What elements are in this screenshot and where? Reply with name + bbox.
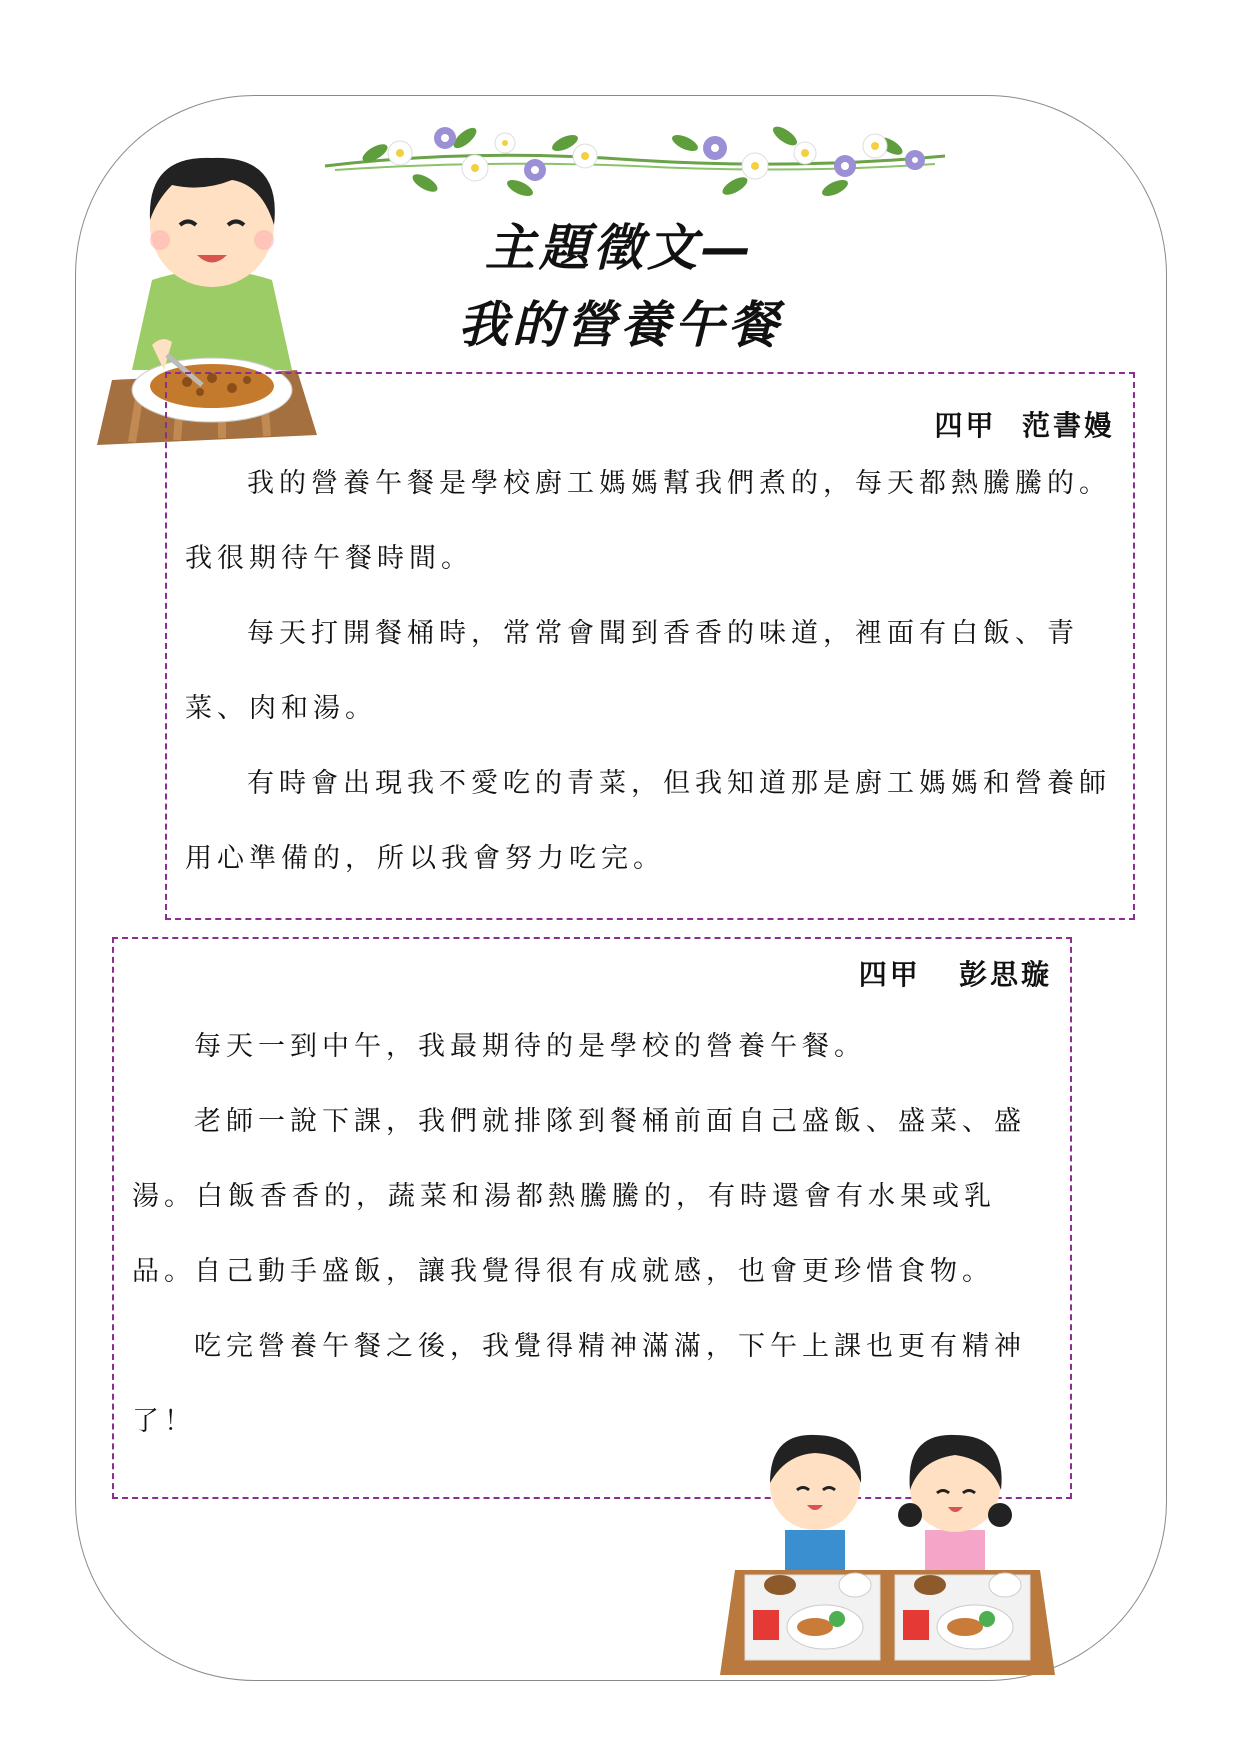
essay-1-paragraph-3: 有時會出現我不愛吃的青菜，但我知道那是廚工媽媽和營養師用心準備的，所以我會努力吃完。 bbox=[185, 768, 1111, 874]
title-line-2: 我的營養午餐 bbox=[458, 296, 782, 354]
essay-box-1 bbox=[165, 372, 1135, 920]
essay-1-paragraph-2: 每天打開餐桶時，常常會聞到香香的味道，裡面有白飯、青菜、肉和湯。 bbox=[185, 618, 1079, 724]
title-line-1: 主題徵文— bbox=[485, 219, 755, 277]
children-lunch-icon bbox=[715, 1405, 1060, 1685]
essay-2-paragraph-2: 老師一說下課，我們就排隊到餐桶前面自己盛飯、盛菜、盛湯。白飯香香的，蔬菜和湯都熱騰騰的，有時還會有水果或乳品。 bbox=[132, 1106, 1026, 1287]
essay-1-paragraph-1: 我的營養午餐是學校廚工媽媽幫我們煮的，每天都熱騰騰的。我很期待午餐時間。 bbox=[185, 468, 1111, 574]
flower-garland-icon bbox=[315, 108, 955, 213]
essay-2-author: 四甲 彭思璇 bbox=[858, 958, 1052, 991]
essay-2-paragraph-4: 吃完營養午餐之後，我覺得精神滿滿，下午上課也更有精神了！ bbox=[132, 1331, 1026, 1437]
essay-2-paragraph-3: 自己動手盛飯，讓我覺得很有成就感，也會更珍惜食物。 bbox=[194, 1256, 994, 1287]
essay-2-paragraph-1: 每天一到中午，我最期待的是學校的營養午餐。 bbox=[194, 1031, 866, 1062]
essay-1-author: 四甲 范書嫚 bbox=[934, 409, 1115, 442]
